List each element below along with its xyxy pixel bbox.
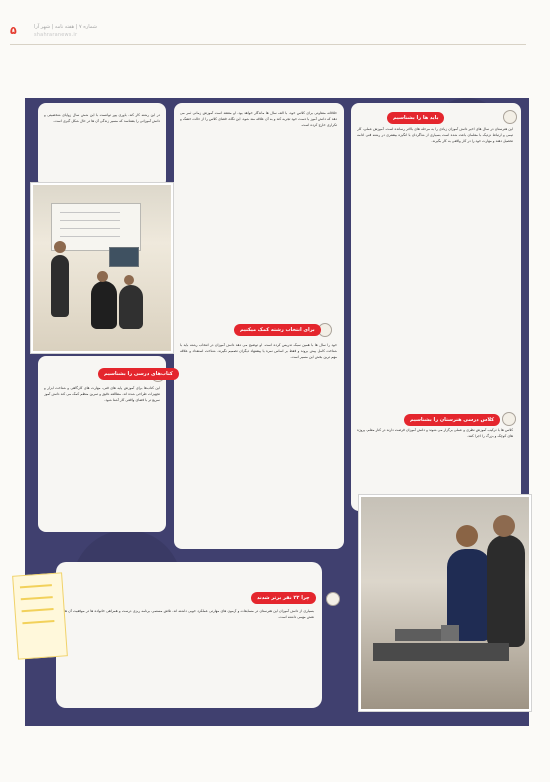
bottom-box-text: بسیاری از دانش آموزان این هنرستان در مسابقات و آزمون های مهارتی عملکرد خوبی داشته اند. تلاش مستمر، برنامه ریزی درست و همراهی خانواده ها در موفقیت آن ها نقش مهمی داشته است. <box>64 609 314 619</box>
workshop-photo <box>359 495 531 711</box>
middle-bottom-text: خود را سال ها با همین سبک تدریس کرده است. او توضیح می دهد دانش آموزان در انتخاب رشته باید با شناخت کامل پیش بروند و فقط بر اساس نمره یا پیشنهاد دیگران تصمیم نگیرند. شناخت استعداد و علاقه مهم ترین بخش این مسیر است. <box>180 343 337 359</box>
teacher-head <box>54 241 66 253</box>
machine <box>395 629 441 641</box>
section-title: برای انتخاب رشته کمک میکنیم <box>234 324 321 336</box>
machine <box>441 625 459 641</box>
student-head <box>456 525 478 547</box>
left-mid-text: این کتاب‌ها برای آموزش پایه های فنی، مهارت های کارگاهی و شناخت ابزار و تجهیزات طراحی شده اند. مطالعه دقیق و تمرین منظم کمک می کند دانش آموز سریع تر با فضای واقعی کار آشنا شود. <box>44 386 160 402</box>
workbench <box>373 643 509 661</box>
teacher-head <box>493 515 515 537</box>
student-head <box>124 275 134 285</box>
left-top-text: در این رشته کار کند. باوری پور توانست با این شش سال زوایای شخصیتی و دانش آموزانی را بشناسد که مسیر زندگی آن ها در حال شکل گیری است. <box>44 113 160 123</box>
student-figure <box>91 281 117 329</box>
teacher-figure <box>51 255 69 317</box>
gear-icon <box>503 110 517 124</box>
section-title: چرا ۲۲ نفر برتر شدند <box>251 592 316 604</box>
right-main-text: این هنرستان در سال های اخیر دانش آموزان زیادی را به مرحله های بالاتر رسانده است. آموزش عملی، کار تیمی و ارتباط نزدیک با معلمان باعث شده است بسیاری از شاگردان با انگیزه بیشتری در رشته فنی ادامه تحصیل دهند و مهارت خود را در کار واقعی به کار بگیرند. <box>357 127 513 143</box>
teacher-figure <box>487 535 525 647</box>
battery-icon <box>12 572 68 659</box>
right-bottom-text: کلاس ها با ترکیب آموزش نظری و عملی برگزار می شوند و دانش آموزان فرصت دارند در کنار معلم، پروژه های کوچک و بزرگ را اجرا کنند. <box>357 428 513 438</box>
gear-icon <box>502 412 516 426</box>
classroom-photo <box>31 183 173 353</box>
section-title: کلاس درسی هنرستان را بشناسیم <box>404 414 500 426</box>
section-title: باید ها را بشناسیم <box>387 112 444 124</box>
middle-top-text: خلاقانه متفاوتی برای کلاس خود، با الف سال ها ماندگار خواهد بود. او معتقد است آموزش زمانی ثمر می دهد که دانش آموز با دست خود تجربه کند و به آن علاقه مند شود. این نگاه، فضای کلاس را از حالت خشک و تکراری خارج کرده است. <box>180 111 337 127</box>
site-url: shahraranews.ir <box>34 32 78 38</box>
student-figure <box>119 285 143 329</box>
page-header <box>10 24 526 45</box>
monitor <box>109 247 139 267</box>
page-number: ۵ <box>10 24 17 37</box>
gear-icon <box>326 592 340 606</box>
student-head <box>97 271 108 282</box>
issue-line: شماره ۷ | هفته نامه | شهر آرا <box>34 24 97 30</box>
section-title: کتاب‌های درسی را بشناسیم <box>98 368 179 380</box>
